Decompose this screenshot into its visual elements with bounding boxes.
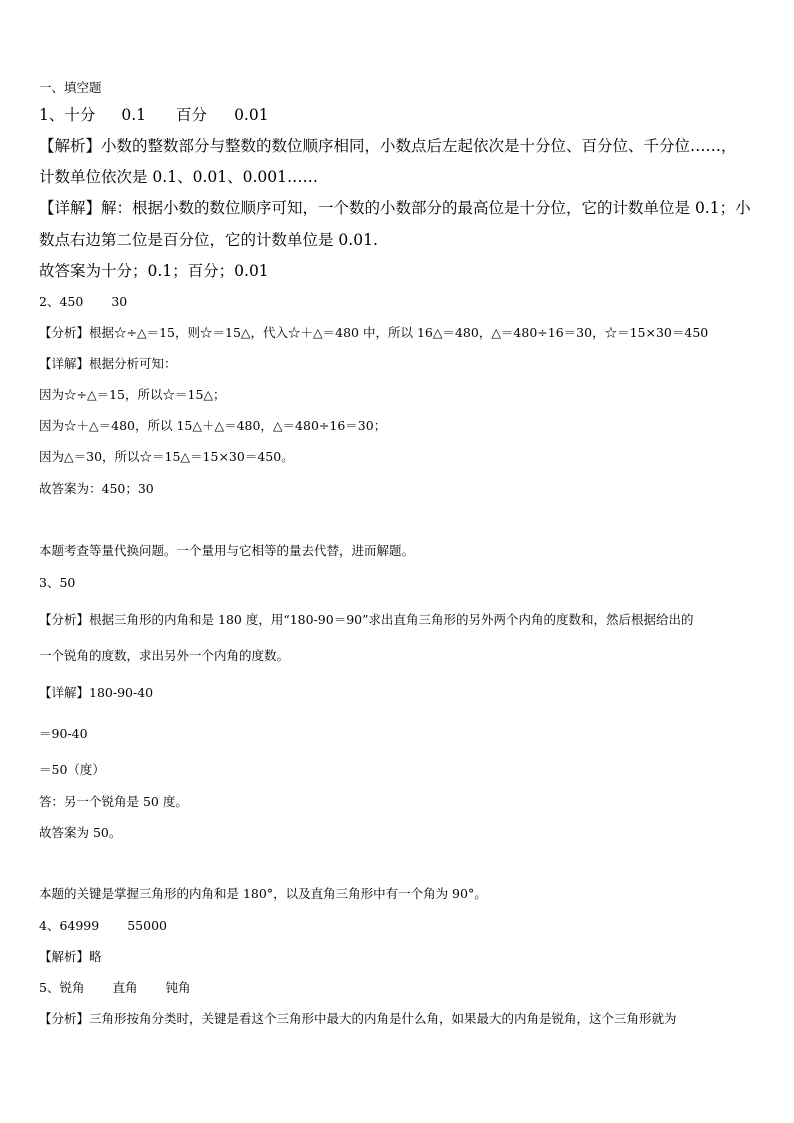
q1-analysis-line1 [39,134,737,156]
q3-step-2: ＝50（度） [39,762,105,777]
q3-answer-line [39,573,75,591]
q3-answer-statement: 故答案为 50。 [39,825,122,840]
q5-answer-2: 直角 [112,980,138,995]
q4-analysis [39,947,102,965]
q1-answer-4: 0.01 [234,106,269,124]
q3-analysis-line2: 一个锐角的度数，求出另外一个内角的度数。 [39,648,290,663]
q1-answer-statement: 故答案为十分；0.1；百分；0.01 [39,262,269,280]
q3-step-1: ＝90-40 [39,726,88,741]
q1-answer-3: 百分 [176,106,208,124]
q2-answer-statement: 故答案为：450；30 [39,481,154,496]
q1-analysis-line2: 计数单位依次是 0.1、0.01、0.001…… [39,168,318,186]
q4-number: 4、 [39,918,60,933]
q2-number: 2、 [39,294,60,309]
q1-analysis-text1: 小数的整数部分与整数的数位顺序相同，小数点后左起依次是十分位、百分位、千分位……， [101,137,737,155]
q1-number: 1、 [39,106,65,124]
q1-answer-line [39,103,269,125]
q2-detail-label: 【详解】 [39,356,90,371]
section-title: 一、填空题 [39,80,102,95]
q2-answer-2: 30 [111,294,128,309]
q2-answer-1: 450 [59,294,84,309]
q1-detail-line2: 数点右边第二位是百分位，它的计数单位是 0.01. [39,231,378,249]
q5-number: 5、 [39,980,60,995]
q3-note: 本题的关键是掌握三角形的内角和是 180°，以及直角三角形中有一个角为 90°。 [39,886,487,901]
q3-number: 3、 [39,575,60,590]
q4-answer-line [39,916,167,934]
q5-analysis-line1 [39,1009,677,1027]
q4-answer-2: 55000 [127,918,167,933]
q3-detail [39,683,153,701]
q2-step-1: 因为☆÷△＝15，所以☆＝15△； [39,387,226,402]
q3-detail-label: 【详解】 [39,685,90,700]
q2-answer-line [39,292,127,310]
q1-answer-2: 0.1 [121,106,147,124]
q3-analysis-line1 [39,610,694,628]
q3-reply: 答：另一个锐角是 50 度。 [39,794,188,809]
q5-answer-3: 钝角 [165,980,191,995]
q3-analysis-text1: 根据三角形的内角和是 180 度，用“180-90＝90”求出直角三角形的另外两个内角的度数和，然后根据给出的 [89,612,694,627]
q2-analysis-text: 根据☆÷△＝15，则☆＝15△，代入☆＋△＝480 中，所以 16△＝480，△＝480÷16＝30，☆＝15×30＝450 [89,325,709,340]
q3-analysis-label: 【分析】 [39,612,90,627]
q2-note: 本题考查等量代换问题。一个量用与它相等的量去代替，进而解题。 [39,543,415,558]
q1-detail-label: 【详解】 [39,199,102,217]
q5-analysis-text1: 三角形按角分类时，关键是看这个三角形中最大的内角是什么角，如果最大的内角是锐角，这个三角形就为 [89,1011,677,1026]
q3-detail-text: 180-90-40 [89,685,154,700]
q1-detail-text1: 解：根据小数的数位顺序可知，一个数的小数部分的最高位是十分位，它的计数单位是 0.1；小 [101,199,751,217]
q2-analysis-label: 【分析】 [39,325,90,340]
q1-analysis-label: 【解析】 [39,137,102,155]
q4-analysis-label: 【解析】 [39,949,90,964]
q3-answer-1: 50 [59,575,76,590]
q1-detail-line1 [39,196,751,218]
q5-answer-line [39,978,191,996]
q5-answer-1: 锐角 [59,980,85,995]
q5-analysis-label: 【分析】 [39,1011,90,1026]
q2-step-2: 因为☆＋△＝480，所以 15△＋△＝480，△＝480÷16＝30； [39,418,387,433]
q2-detail [39,354,177,372]
q4-analysis-text: 略 [89,949,102,964]
q2-detail-text: 根据分析可知： [89,356,177,371]
q4-answer-1: 64999 [59,918,100,933]
q1-answer-1: 十分 [64,106,96,124]
q2-step-3: 因为△＝30，所以☆＝15△＝15×30＝450。 [39,449,294,464]
q2-analysis [39,323,708,341]
